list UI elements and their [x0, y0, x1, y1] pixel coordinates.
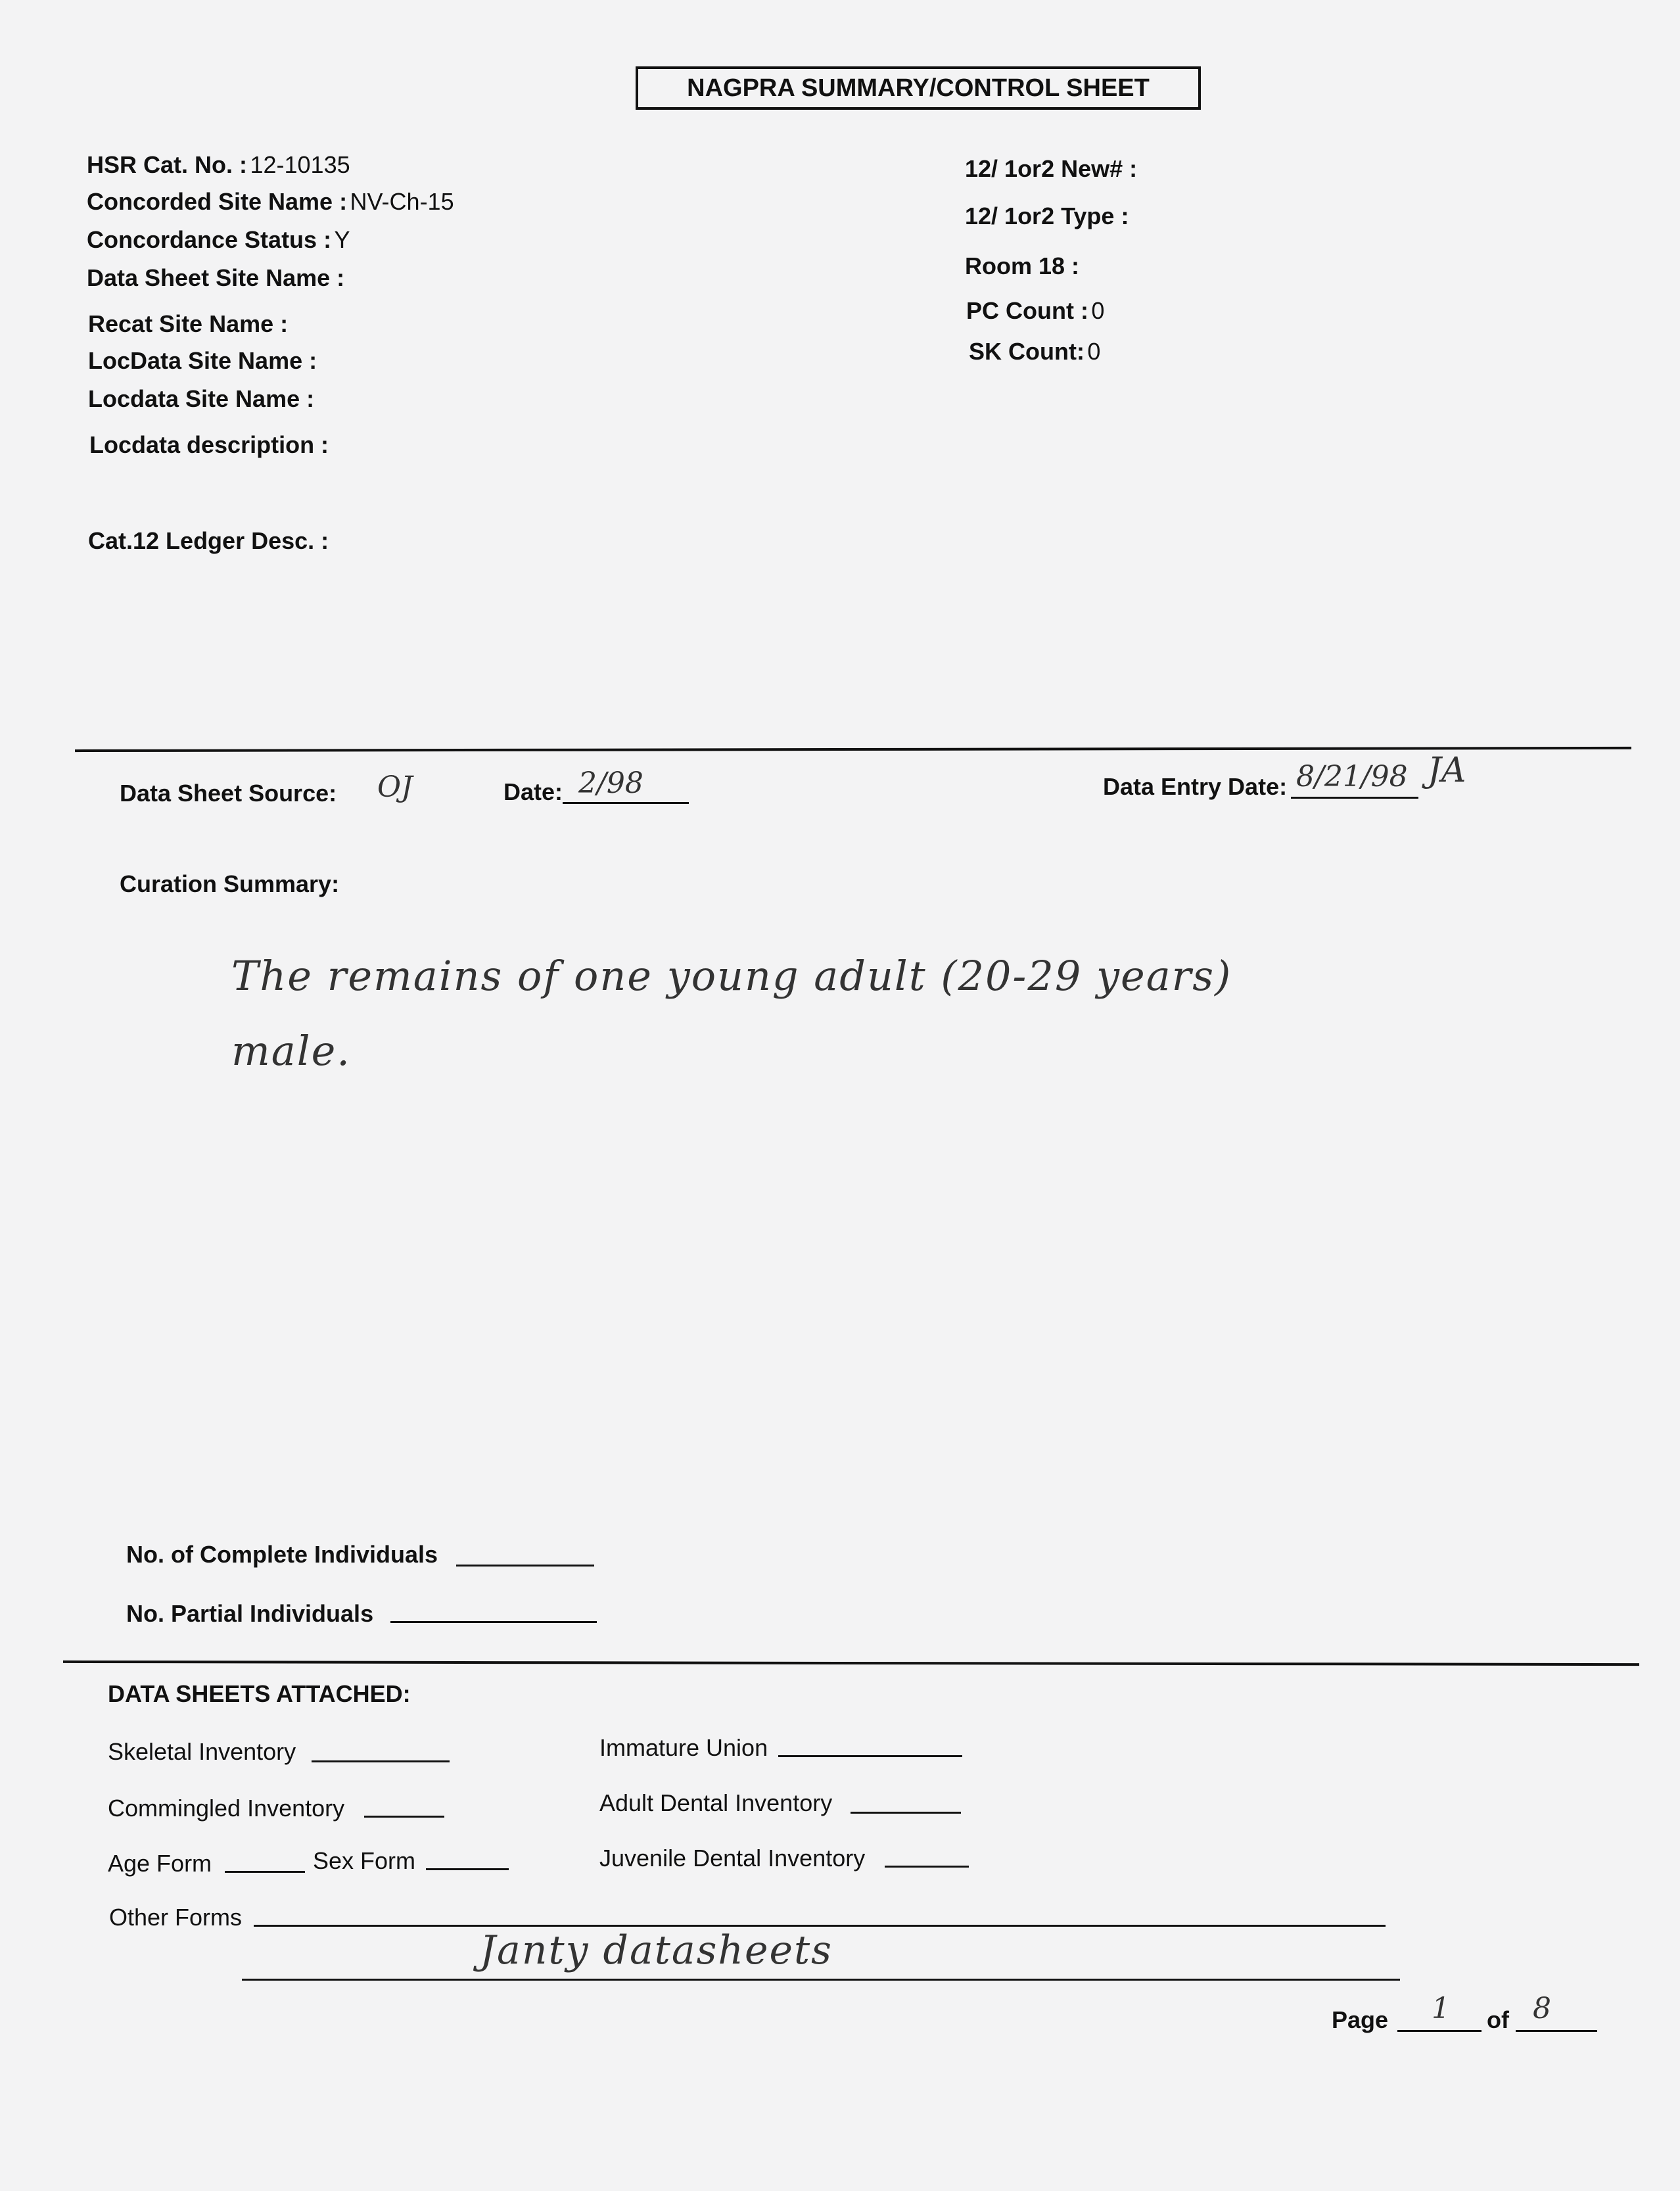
- field-value: 0: [1091, 297, 1105, 324]
- of-label: of: [1487, 2006, 1509, 2033]
- field-data-sheet-site-name: [87, 264, 344, 292]
- date-underline: [563, 802, 689, 804]
- sex-form-line: [426, 1868, 509, 1870]
- field-label: PC Count :: [966, 297, 1088, 324]
- complete-individuals-label: No. of Complete Individuals: [126, 1541, 438, 1568]
- adult-dental-inventory-line: [851, 1812, 961, 1814]
- data-entry-initials: JA: [1428, 751, 1466, 790]
- field-label: Cat.12 Ledger Desc. :: [88, 527, 329, 554]
- curation-summary-label: Curation Summary:: [120, 870, 340, 897]
- field-12-type: [965, 202, 1129, 230]
- field-label: 12/ 1or2 New# :: [965, 155, 1138, 182]
- page-total: 8: [1533, 1992, 1551, 2025]
- field-label: Data Sheet Site Name :: [87, 264, 345, 291]
- other-forms-line-2: [242, 1979, 1400, 1981]
- field-locdata-site-name-2: [88, 385, 314, 413]
- field-label: Concorded Site Name :: [87, 188, 348, 215]
- field-recat-site-name: [88, 310, 288, 338]
- data-entry-date-value: 8/21/98: [1296, 760, 1408, 793]
- age-form-label: Age Form: [108, 1850, 212, 1877]
- field-hsr-cat-no: [87, 151, 350, 179]
- field-label: SK Count:: [969, 338, 1085, 365]
- field-label: HSR Cat. No. :: [87, 151, 248, 178]
- skeletal-inventory-label: Skeletal Inventory: [108, 1738, 296, 1765]
- data-sheet-source-label: Data Sheet Source:: [120, 780, 337, 807]
- sex-form-label: Sex Form: [313, 1847, 416, 1874]
- other-forms-value: Janty datasheets: [480, 1927, 833, 1973]
- juvenile-dental-inventory-label: Juvenile Dental Inventory: [599, 1845, 866, 1872]
- sheet-title: NAGPRA SUMMARY/CONTROL SHEET: [636, 66, 1201, 110]
- field-pc-count: [966, 297, 1104, 325]
- skeletal-inventory-line: [312, 1760, 450, 1762]
- curation-summary-line-1: The remains of one young adult (20-29 years): [231, 952, 1232, 1000]
- field-concorded-site-name: [87, 188, 454, 216]
- other-forms-label: Other Forms: [109, 1904, 243, 1931]
- partial-individuals-line: [390, 1621, 597, 1623]
- immature-union-line: [778, 1755, 962, 1757]
- page-number-line: [1397, 2030, 1482, 2032]
- data-sheets-attached-heading: DATA SHEETS ATTACHED:: [108, 1680, 411, 1707]
- age-form-line: [225, 1871, 305, 1873]
- complete-individuals-line: [456, 1565, 594, 1567]
- field-locdata-description: [89, 431, 329, 459]
- section-divider: [63, 1661, 1639, 1666]
- field-value: 0: [1087, 338, 1101, 365]
- date-label: Date:: [503, 778, 563, 805]
- field-label: Recat Site Name :: [88, 310, 289, 337]
- immature-union-label: Immature Union: [599, 1734, 768, 1761]
- date-value: 2/98: [578, 766, 643, 800]
- field-room-18: [965, 252, 1079, 280]
- other-forms-line-1: [254, 1925, 1386, 1927]
- field-value: 12-10135: [250, 151, 350, 178]
- field-value: Y: [334, 226, 350, 253]
- page-label: Page: [1332, 2006, 1389, 2033]
- adult-dental-inventory-label: Adult Dental Inventory: [599, 1789, 833, 1816]
- commingled-inventory-line: [364, 1816, 444, 1818]
- page-number: 1: [1432, 1992, 1450, 2025]
- field-label: Room 18 :: [965, 252, 1080, 279]
- field-locdata-site-name: [88, 347, 317, 375]
- data-entry-date-underline: [1291, 797, 1418, 799]
- field-label: LocData Site Name :: [88, 347, 317, 374]
- field-label: Locdata Site Name :: [88, 385, 315, 412]
- page-total-line: [1516, 2030, 1597, 2032]
- field-value: NV-Ch-15: [350, 188, 454, 215]
- curation-summary-line-2: male.: [231, 1027, 351, 1075]
- field-label: Locdata description :: [89, 431, 329, 458]
- section-divider: [75, 747, 1631, 752]
- data-entry-date-label: Data Entry Date:: [1103, 773, 1288, 800]
- field-concordance-status: [87, 226, 350, 254]
- field-label: Concordance Status :: [87, 226, 332, 253]
- field-12-new-number: [965, 155, 1137, 183]
- partial-individuals-label: No. Partial Individuals: [126, 1600, 374, 1627]
- field-sk-count: [969, 338, 1100, 365]
- field-label: 12/ 1or2 Type :: [965, 202, 1129, 229]
- commingled-inventory-label: Commingled Inventory: [108, 1795, 345, 1822]
- field-cat12-ledger-desc: [88, 527, 329, 555]
- data-sheet-source-value: OJ: [377, 770, 413, 804]
- juvenile-dental-inventory-line: [885, 1866, 969, 1868]
